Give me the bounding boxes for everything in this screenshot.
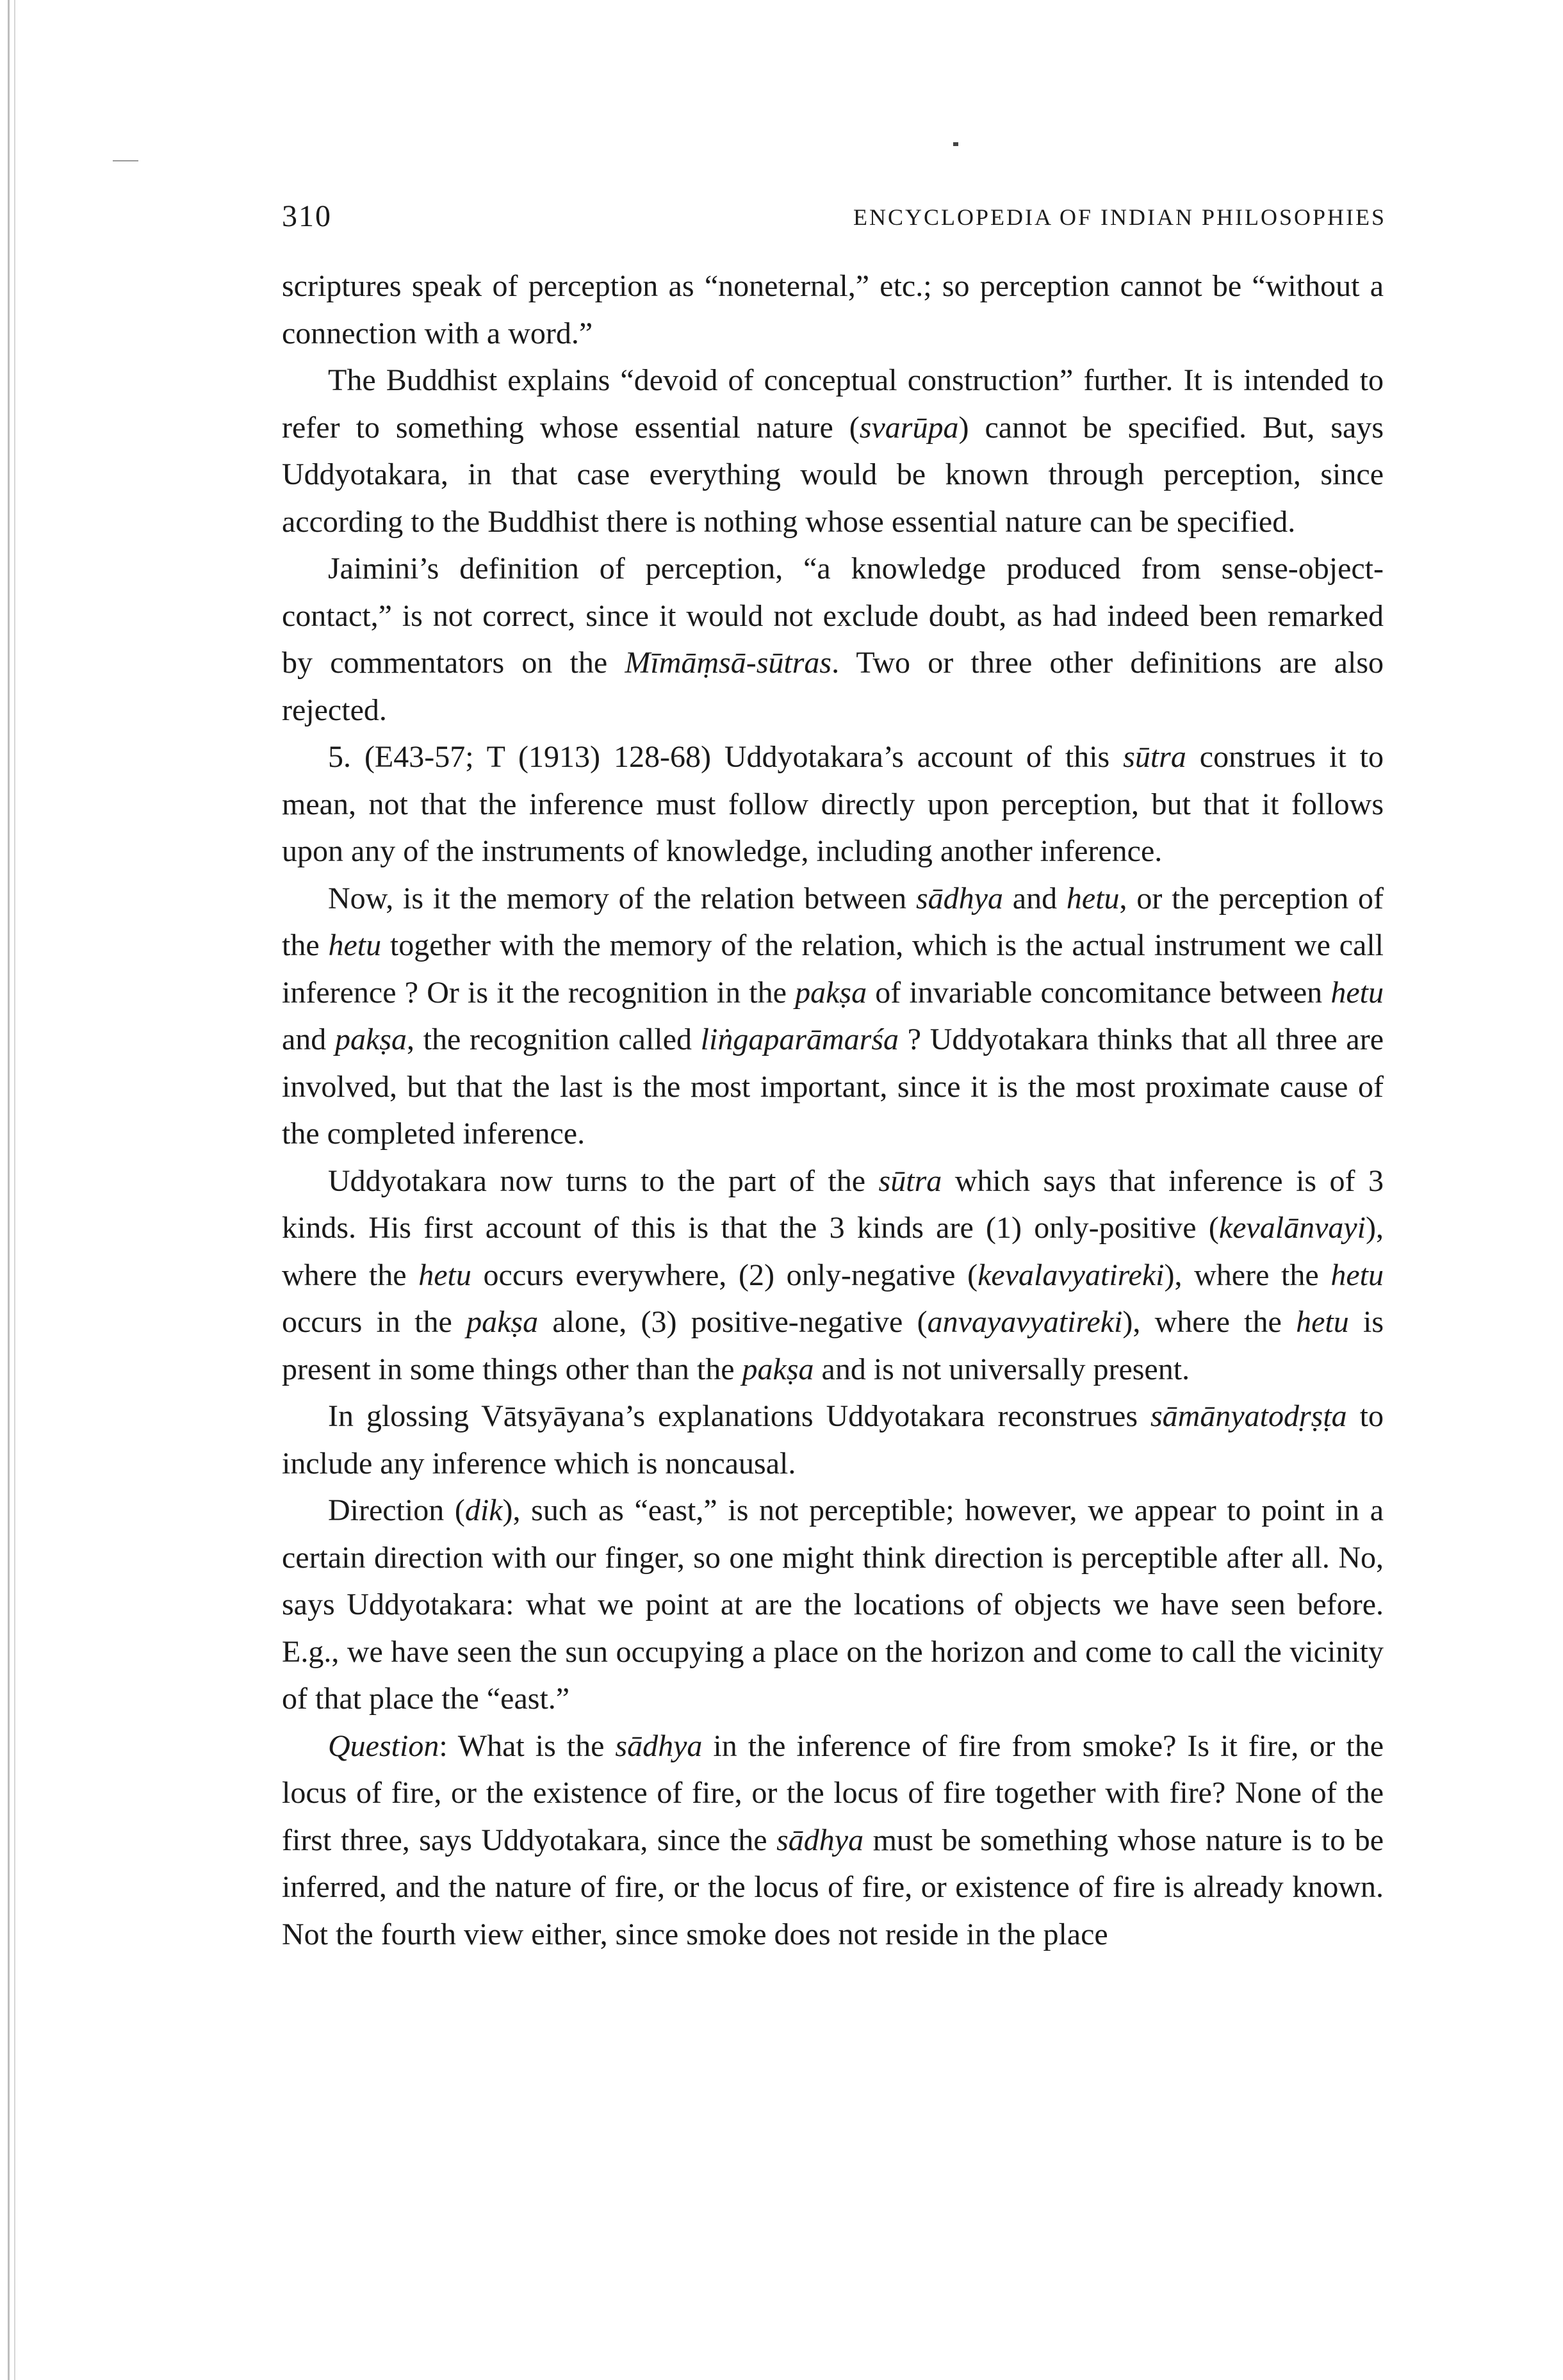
italic-term: sūtra [1123, 740, 1186, 774]
text-run: Uddyotakara now turns to the part of the [328, 1163, 879, 1198]
text-run: which says that inference is of 3 kinds. His first account of this is that the 3 kinds are (1) only-positive ( [282, 1163, 1384, 1245]
text-run: ), where the [282, 1211, 1384, 1292]
italic-term: hetu [1330, 1258, 1384, 1292]
text-run: . Two or three other definitions are also rejected. [282, 646, 1384, 727]
italic-term: anvayavyatireki [927, 1305, 1123, 1339]
scan-edge-shadow [8, 0, 10, 2380]
paragraph [282, 1487, 1384, 1723]
text-run: ? Uddyotakara thinks that all three are involved, but that the last is the most important, since it is the most proximate cause of the completed inference. [282, 1022, 1384, 1151]
paragraph [282, 875, 1384, 1158]
paragraph [282, 357, 1384, 545]
text-run: in the inference of fire from smoke? Is it fire, or the locus of fire, or the existence of fire, or the locus of fire together with fire? None of the first three, says Uddyotakara, since the [282, 1728, 1384, 1857]
text-run: together with the memory of the relation, which is the actual instrument we call inference ? Or is it the recognition in the [282, 928, 1384, 1010]
paragraph [282, 1393, 1384, 1487]
italic-term: hetu [1330, 975, 1384, 1010]
text-run: ) cannot be specified. But, says Uddyotakara, in that case everything would be known through perception, since according to the Buddhist there is nothing whose essential nature can be specified. [282, 410, 1384, 539]
scan-edge-shadow-inner [14, 0, 15, 2380]
scan-speck [953, 142, 958, 146]
text-run: is present in some things other than the [282, 1305, 1384, 1386]
text-run: , the recognition called [407, 1022, 701, 1056]
text-run: The Buddhist explains “devoid of conceptual construction” further. It is intended to refer to something whose essential nature ( [282, 363, 1384, 445]
italic-term: sādhya [615, 1728, 703, 1763]
italic-term: Mīmāṃsā-sūtras [625, 646, 832, 680]
text-run: Jaimini’s definition of perception, “a knowledge produced from sense-object-contact,” is not correct, since it would not exclude doubt, as had indeed been remarked by commentators on the [282, 552, 1384, 680]
scan-speck [113, 160, 138, 161]
italic-term: pakṣa [795, 975, 867, 1010]
text-run: ), where the [1164, 1258, 1331, 1292]
text-run: construes it to mean, not that the inference must follow directly upon perception, but that it follows upon any of the instruments of knowledge, including another inference. [282, 740, 1384, 868]
italic-term: hetu [328, 928, 382, 962]
text-run: of invariable concomitance between [867, 975, 1331, 1010]
paragraph [282, 263, 1384, 357]
text-run: In glossing Vātsyāyana’s explanations Uddyotakara reconstrues [328, 1399, 1150, 1433]
italic-term: sādhya [915, 881, 1003, 915]
italic-term: hetu [1066, 881, 1120, 915]
italic-term: hetu [1296, 1305, 1349, 1339]
text-run: ), such as “east,” is not perceptible; however, we appear to point in a certain direction with our finger, so one might think direction is perceptible after all. No, says Uddyotakara: what we point at are the locations of objects we have seen before. E.g., we have seen the sun occupying a place on the horizon and come to call the vicinity of that place the “east.” [282, 1493, 1384, 1716]
italic-term: liṅgaparāmarśa [700, 1022, 899, 1056]
italic-term: kevalānvayi [1218, 1211, 1366, 1245]
text-run: Direction ( [328, 1493, 465, 1527]
italic-term: dik [464, 1493, 503, 1527]
text-run: , or the perception of the [282, 881, 1384, 962]
text-run: occurs everywhere, (2) only-negative ( [471, 1258, 978, 1292]
italic-term: hetu [418, 1258, 471, 1292]
italic-term: sādhya [776, 1823, 864, 1857]
paragraph [282, 734, 1384, 875]
text-run: ), where the [1122, 1305, 1297, 1339]
italic-term: pakṣa [466, 1305, 539, 1339]
body-text [282, 263, 1384, 1958]
text-run: Now, is it the memory of the relation between [328, 881, 916, 915]
running-title: ENCYCLOPEDIA OF INDIAN PHILOSOPHIES [853, 204, 1386, 230]
italic-term: sūtra [878, 1163, 942, 1198]
text-run: to include any inference which is noncausal. [282, 1399, 1384, 1481]
text-run: 5. (E43-57; T (1913) 128-68) Uddyotakara’s account of this [328, 740, 1124, 774]
paragraph [282, 1723, 1384, 1958]
text-run: must be something whose nature is to be inferred, and the nature of fire, or the locus of fire, or existence of fire is already known. Not the fourth view either, since smoke does not reside in the place [282, 1823, 1384, 1951]
document-page [282, 186, 1384, 1958]
text-run: : What is the [439, 1728, 616, 1763]
paragraph [282, 1158, 1384, 1393]
italic-term: sāmānyatodṛṣṭa [1150, 1399, 1347, 1433]
text-run: occurs in the [282, 1305, 467, 1339]
text-run: and [1002, 881, 1067, 915]
paragraph [282, 545, 1384, 734]
italic-term: kevalavyatireki [978, 1258, 1165, 1292]
italic-term: pakṣa [335, 1022, 407, 1056]
text-run: and [282, 1022, 336, 1056]
text-run: alone, (3) positive-negative ( [538, 1305, 928, 1339]
italic-term: pakṣa [742, 1352, 814, 1386]
page-number: 310 [282, 199, 332, 233]
italic-term: svarūpa [859, 410, 959, 445]
text-run: scriptures speak of perception as “noneternal,” etc.; so perception cannot be “without a connection with a word.” [282, 269, 1384, 350]
italic-term: Question [328, 1728, 439, 1763]
text-run: and is not universally present. [814, 1352, 1190, 1386]
running-head [282, 186, 1384, 263]
